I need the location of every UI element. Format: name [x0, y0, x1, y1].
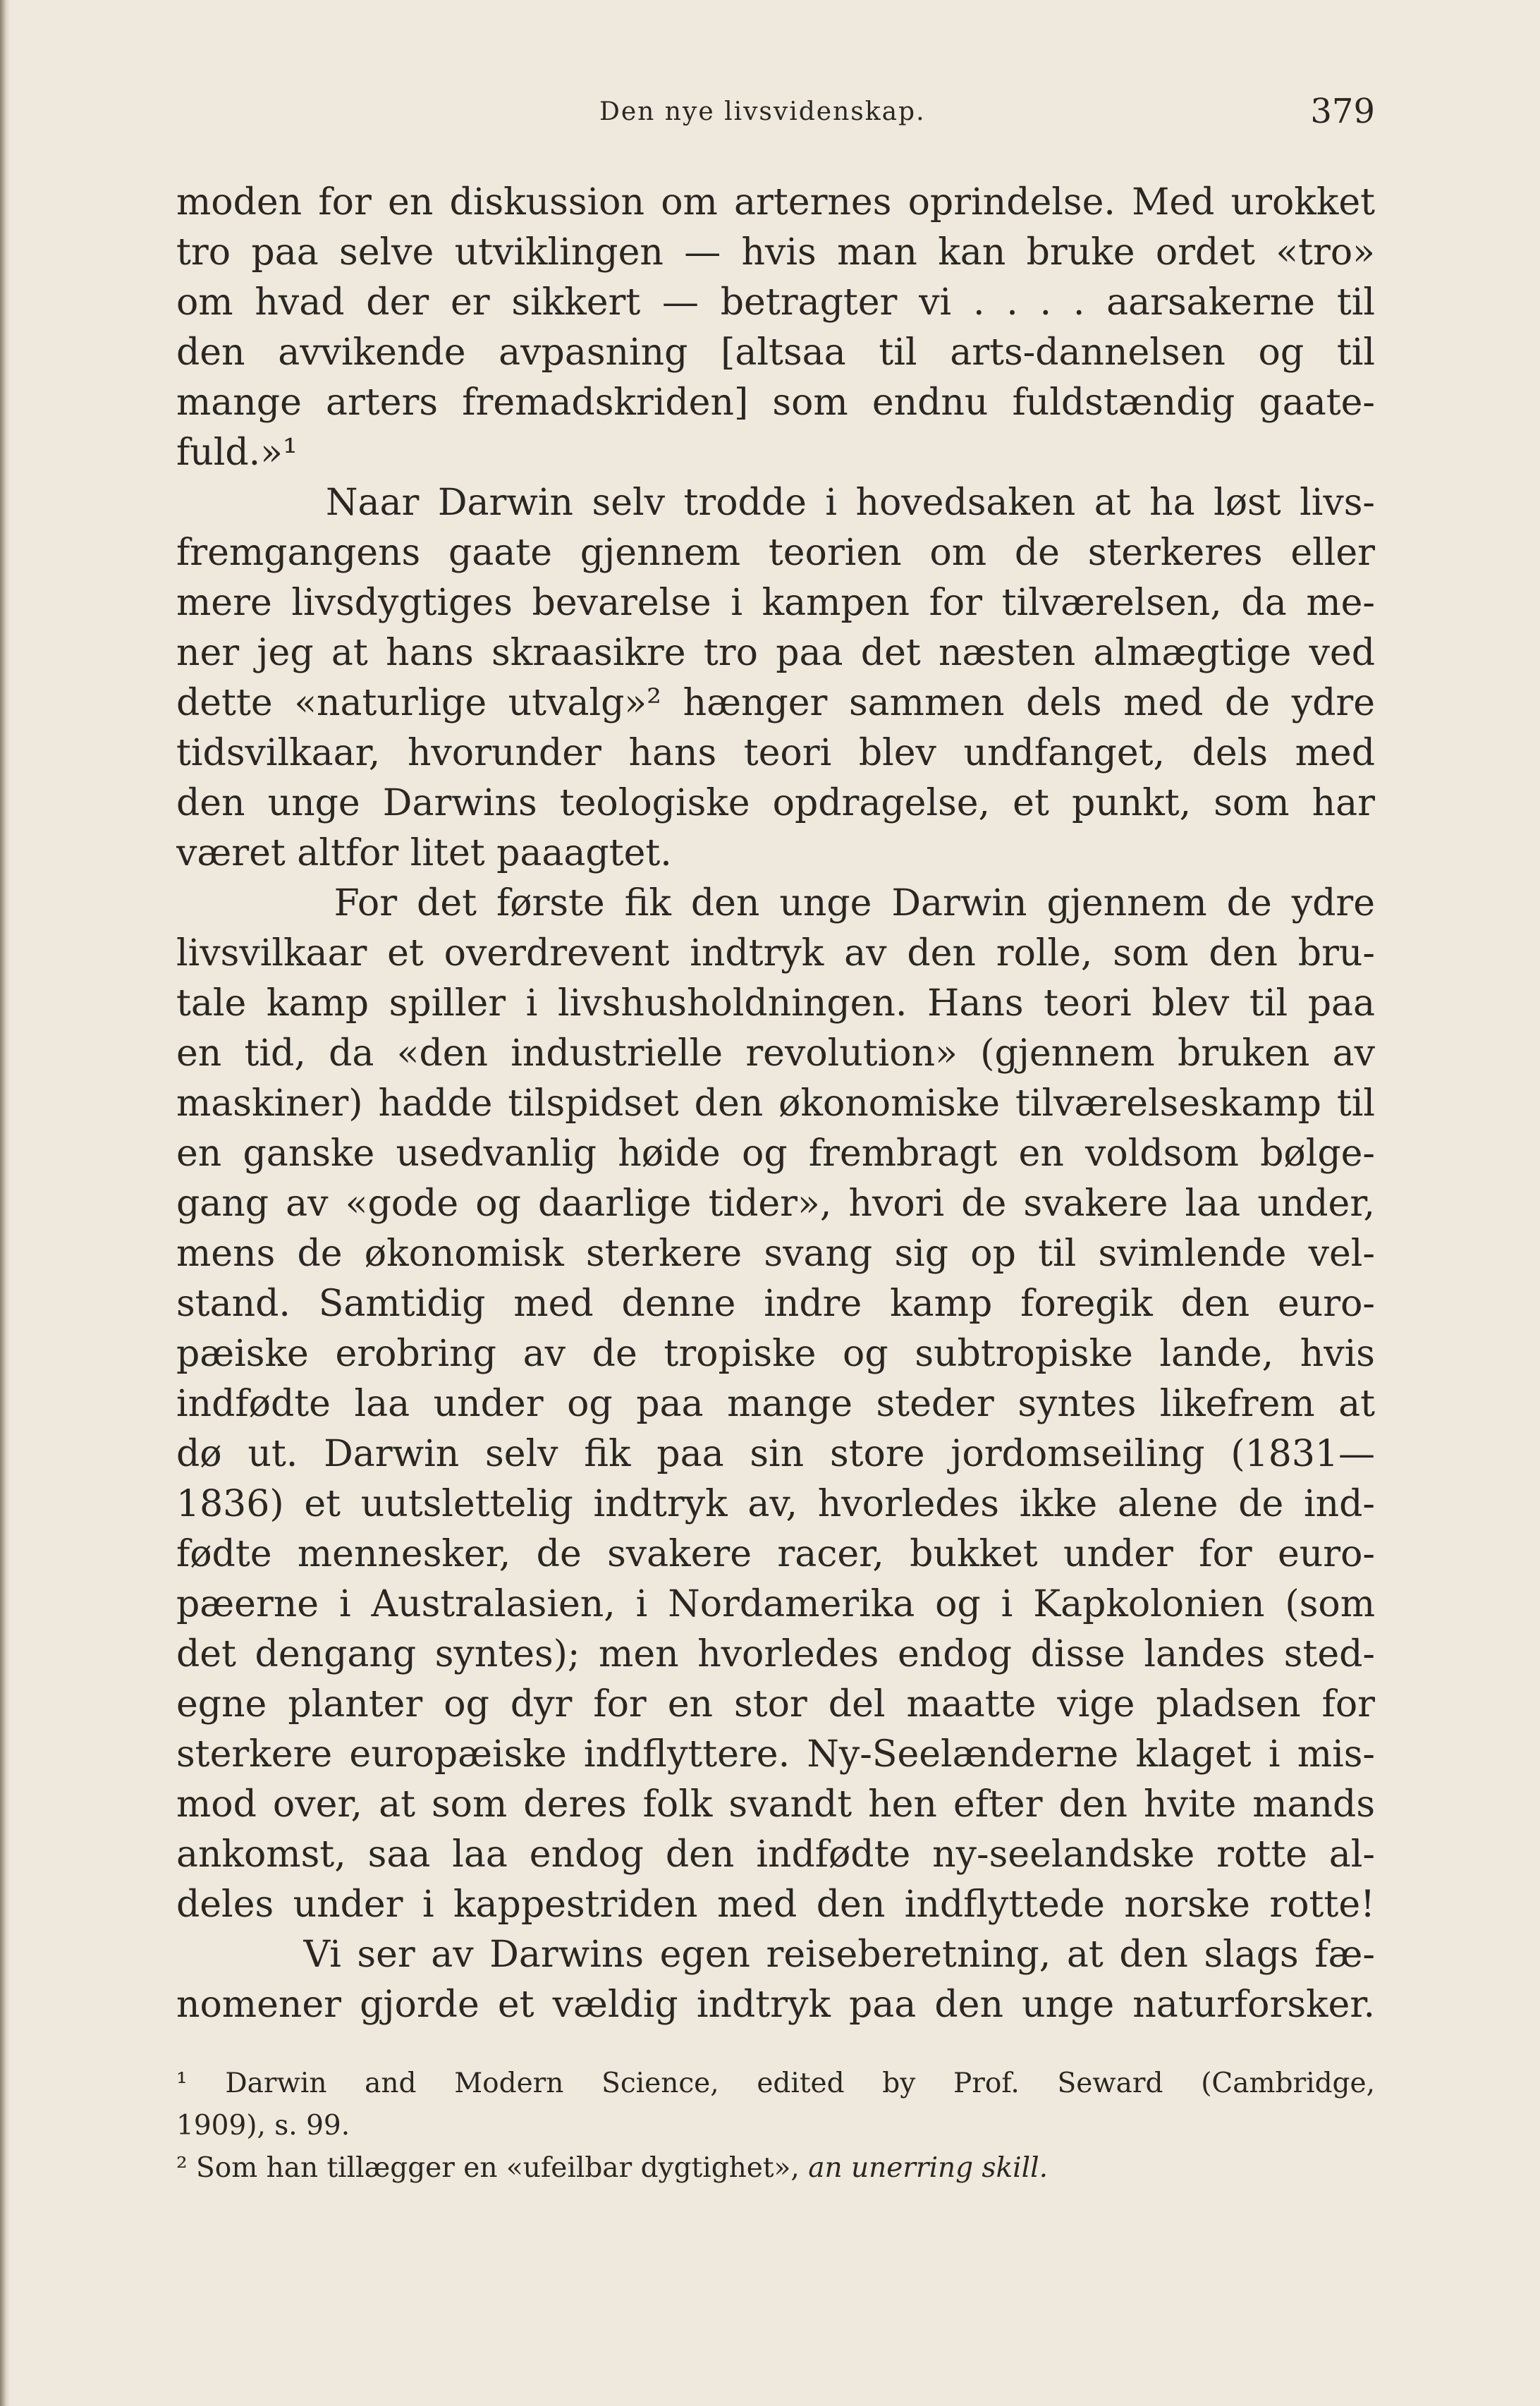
text-line: pæiske erobring av de tropiske og subtropiske lande, hvis [176, 1333, 1375, 1375]
page-number: 379 [1310, 92, 1375, 131]
text-line: egne planter og dyr for en stor del maatte vige pladsen for [176, 1683, 1375, 1726]
text-line: indfødte laa under og paa mange steder syntes likefrem at [176, 1383, 1375, 1425]
text-line: fuld.»¹ [176, 432, 298, 474]
text-line: fremgangens gaate gjennem teorien om de sterkeres eller [176, 532, 1375, 574]
text-line: den unge Darwins teologiske opdragelse, et punkt, som har [176, 782, 1375, 824]
text-line: den avvikende avpasning [altsaa til arts-dannelsen og til [176, 331, 1375, 374]
text-line: om hvad der er sikkert — betragter vi . . . . aarsakerne til [176, 281, 1375, 324]
text-line: ner jeg at hans skraasikre tro paa det næsten almægtige ved [176, 632, 1375, 674]
text-line: tro paa selve utviklingen — hvis man kan bruke ordet «tro» [176, 231, 1375, 274]
text-line: sterkere europæiske indflyttere. Ny-Seelænderne klaget i mis- [176, 1733, 1375, 1776]
text-line: deles under i kappestriden med den indflyttede norske rotte! [176, 1883, 1375, 1926]
footnote-1-line-1: ¹ Darwin and Modern Science, edited by Prof. Seward (Cambridge, [176, 2068, 1375, 2099]
text-line: moden for en diskussion om arternes oprindelse. Med urokket [176, 181, 1375, 224]
text-line: Vi ser av Darwins egen reiseberetning, at den slags fæ- [176, 1934, 1375, 1976]
text-line: Naar Darwin selv trodde i hovedsaken at ha løst livs- [176, 482, 1375, 524]
text-line: dette «naturlige utvalg»² hænger sammen dels med de ydre [176, 682, 1375, 724]
text-line: For det første fik den unge Darwin gjennem de ydre [176, 882, 1375, 924]
body-text [176, 178, 1375, 2030]
text-line: gang av «gode og daarlige tider», hvori de svakere laa under, [176, 1183, 1375, 1225]
footnote-2-italic: an unerring skill. [808, 2152, 1048, 2184]
footnote-2 [176, 2147, 1375, 2190]
footnote-2-text: ² Som han tillægger en «ufeilbar dygtighet», [176, 2152, 800, 2184]
footnote-1-line-2: 1909), s. 99. [176, 2110, 350, 2142]
text-line: mange arters fremadskriden] som endnu fuldstændig gaate- [176, 381, 1375, 424]
footnotes [176, 2063, 1375, 2190]
text-line: tidsvilkaar, hvorunder hans teori blev undfanget, dels med [176, 732, 1375, 774]
text-line: pæerne i Australasien, i Nordamerika og i Kapkolonien (som [176, 1583, 1375, 1625]
running-header [176, 92, 1375, 140]
text-line: det dengang syntes); men hvorledes endog disse landes sted- [176, 1633, 1375, 1675]
text-line: tale kamp spiller i livshusholdningen. Hans teori blev til paa [176, 982, 1375, 1025]
text-line: mod over, at som deres folk svandt hen efter den hvite mands [176, 1783, 1375, 1826]
text-line: fødte mennesker, de svakere racer, bukket under for euro- [176, 1533, 1375, 1575]
text-line: dø ut. Darwin selv fik paa sin store jordomseiling (1831— [176, 1433, 1375, 1475]
text-line: 1836) et uutslettelig indtryk av, hvorledes ikke alene de ind- [176, 1483, 1375, 1525]
text-line: mens de økonomisk sterkere svang sig op til svimlende vel- [176, 1233, 1375, 1275]
text-line: nomener gjorde et vældig indtryk paa den unge naturforsker. [176, 1984, 1375, 2026]
text-line: mere livsdygtiges bevarelse i kampen for tilværelsen, da me- [176, 582, 1375, 624]
text-line: livsvilkaar et overdrevent indtryk av den rolle, som den bru- [176, 932, 1375, 975]
text-line: været altfor litet paaagtet. [176, 832, 672, 874]
running-title: Den nye livsvidenskap. [599, 97, 926, 126]
text-line: stand. Samtidig med denne indre kamp foregik den euro- [176, 1283, 1375, 1325]
text-line: en ganske usedvanlig høide og frembragt en voldsom bølge- [176, 1132, 1375, 1175]
text-line: en tid, da «den industrielle revolution» (gjennem bruken av [176, 1032, 1375, 1075]
text-line: ankomst, saa laa endog den indfødte ny-seelandske rotte al- [176, 1833, 1375, 1876]
page-binding-edge [0, 0, 10, 2406]
text-line: maskiner) hadde tilspidset den økonomiske tilværelseskamp til [176, 1082, 1375, 1125]
